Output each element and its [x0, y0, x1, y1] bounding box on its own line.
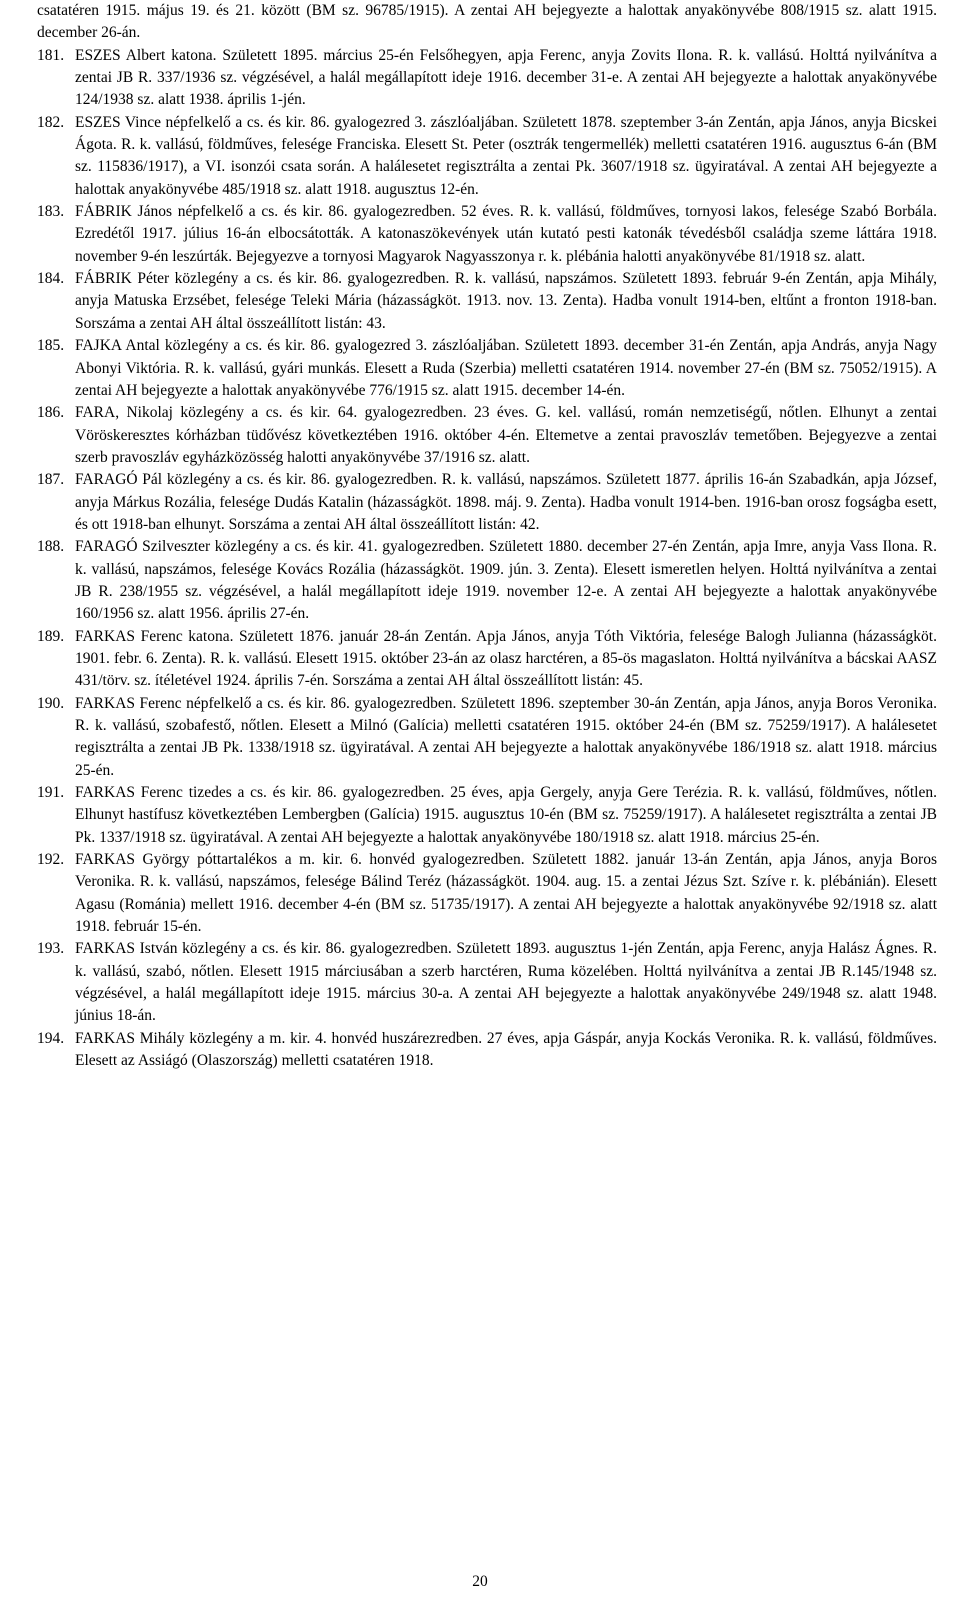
entry-text: ESZES Albert katona. Született 1895. március 25-én Felsőhegyen, apja Ferenc, anyja Zovits Ilona. R. k. vallású. Holttá nyilvánítva a zentai JB R. 337/1936 sz. végzésével, a halál megállapított ideje 1916. december 31-e. A zentai AH bejegyezte a halottak anyakönyvébe 124/1938 sz. alatt 1938. április 1-jén. — [75, 46, 937, 109]
entry-text: FARKAS György póttartalékos a m. kir. 6. honvéd gyalogezredben. Született 1882. január 13-án Zentán, apja János, anyja Boros Veronika. R. k. vallású, napszámos, felesége Bálind Teréz (házasságköt. 1904. aug. 15. a zentai Jézus Szt. Szíve r. k. plébánián). Elesett Agasu (Románia) mellett 1916. december 4-én (BM sz. 51735/1917). A zentai AH bejegyezte a halottak anyakönyvébe 92/1918 sz. alatt 1918. február 15-én. — [75, 851, 937, 936]
entry-number: 189. — [37, 627, 65, 645]
entry-number: 193. — [37, 940, 65, 958]
list-item — [37, 112, 937, 201]
list-item — [37, 45, 937, 112]
entry-text: FÁBRIK János népfelkelő a cs. és kir. 86. gyalogezredben. 52 éves. R. k. vallású, földműves, tornyosi lakos, felesége Szabó Borbála. Ezredétől 1917. július 16-án elbocsátották. A katonaszökevények után kutató pesti katonák tévedésből családja szeme láttára 1918. november 9-én leszúrták. Bejegyezve a tornyosi Magyarok Nagyasszonya r. k. plébánia halotti anyakönyvébe 81/1918 sz. alatt. — [75, 203, 937, 265]
list-item — [37, 402, 937, 469]
entry-text: FARKAS Ferenc tizedes a cs. és kir. 86. gyalogezredben. 25 éves, apja Gergely, anyja Gere Terézia. R. k. vallású, földműves, nőtlen. Elhunyt hastífusz következtében Lembergben (Galícia) 1915. augusztus 10-én (BM sz. 75259/1917). A halálesetet regisztrálta a zentai JB Pk. 1337/1918 sz. ügyiratával. A zentai AH bejegyezte a halottak anyakönyvébe 180/1918 sz. alatt 1918. március 25-én. — [75, 784, 937, 846]
list-item — [37, 626, 937, 693]
entry-text: FARKAS István közlegény a cs. és kir. 86. gyalogezredben. Született 1893. augusztus 1-jén Zentán, apja Ferenc, anyja Halász Ágnes. R. k. vallású, szabó, nőtlen. Elesett 1915 márciusában a szerb harctéren, Ruma közelében. Holttá nyilvánítva a zentai JB R.145/1948 sz. végzésével, a halál megállapított ideje 1915. március 30-a. A zentai AH bejegyezte a halottak anyakönyvébe 249/1948 sz. alatt 1948. június 18-án. — [75, 940, 937, 1025]
list-item — [37, 335, 937, 402]
list-item — [37, 849, 937, 938]
list-item — [37, 782, 937, 849]
document-page — [37, 0, 937, 1073]
entry-number: 186. — [37, 404, 65, 422]
page-number: 20 — [472, 1573, 488, 1590]
list-item — [37, 693, 937, 782]
entry-list — [37, 45, 937, 1073]
entry-text: FARKAS Mihály közlegény a m. kir. 4. honvéd huszárezredben. 27 éves, apja Gáspár, anyja Kockás Veronika. R. k. vallású, földműves. Elesett az Assiágó (Olaszország) melletti csatatéren 1918. — [75, 1029, 937, 1070]
entry-number: 194. — [37, 1029, 65, 1047]
list-item — [37, 938, 937, 1027]
entry-text: FÁBRIK Péter közlegény a cs. és kir. 86. gyalogezredben. R. k. vallású, napszámos. Született 1893. február 9-én Zentán, apja Mihály, anyja Matuska Erzsébet, felesége Teleki Mária (házasságköt. 1913. nov. 13. Zenta). Hadba vonult 1914-ben, eltűnt a fronton 1918-ban. Sorszáma a zentai AH által összeállított listán: 43. — [75, 270, 937, 332]
entry-text: FARKAS Ferenc katona. Született 1876. január 28-án Zentán. Apja János, anyja Tóth Viktória, felesége Balogh Julianna (házasságköt. 1901. febr. 6. Zenta). R. k. vallású. Elesett 1915. október 23-án az olasz harctéren, a 85-ös magaslaton. Holttá nyilvánítva a bácskai AASZ 431/törv. sz. ítéletével 1924. április 7-én. Sorszáma a zentai AH által összeállított listán: 45. — [75, 627, 937, 690]
entry-number: 181. — [37, 46, 65, 64]
entry-number: 190. — [37, 694, 65, 712]
entry-text: FARA, Nikolaj közlegény a cs. és kir. 64. gyalogezredben. 23 éves. G. kel. vallású, román nemzetiségű, nőtlen. Elhunyt a zentai Vöröskeresztes kórházban tüdővész következtében 1916. október 4-én. Eltemetve a zentai pravoszláv temetőben. Bejegyezve a zentai szerb pravoszláv egyházközösség halotti anyakönyvébe 37/1916 sz. alatt. — [75, 404, 937, 466]
list-item — [37, 268, 937, 335]
entry-text: FARAGÓ Szilveszter közlegény a cs. és kir. 41. gyalogezredben. Született 1880. december 27-én Zentán, apja Imre, anyja Vass Ilona. R. k. vallású, napszámos, felesége Kovács Rozália (házasságköt. 1909. jún. 3. Zenta). Elesett ismeretlen helyen. Holttá nyilvánítva a zentai JB R. 238/1955 sz. végzésével, a halál megállapított ideje 1919. november 12-e. A zentai AH bejegyezte a halottak anyakönyvébe 160/1956 sz. alatt 1956. április 27-én. — [75, 538, 937, 623]
list-item — [37, 1028, 937, 1073]
entry-text: ESZES Vince népfelkelő a cs. és kir. 86. gyalogezred 3. zászlóaljában. Született 1878. szeptember 3-án Zentán, apja János, anyja Bicskei Ágota. R. k. vallású, földműves, felesége Franciska. Elesett St. Peter (osztrák tengermellék) melletti csatatéren 1916. augusztus 6-án (BM sz. 115836/1917), a VI. isonzói csata során. A halálesetet regisztrálta a zentai Pk. 3607/1918 sz. ügyiratával. A zentai AH bejegyezte a halottak anyakönyvébe 485/1918 sz. alatt 1918. augusztus 12-én. — [75, 113, 937, 198]
entry-number: 185. — [37, 337, 65, 355]
entry-number: 184. — [37, 270, 65, 288]
entry-number: 182. — [37, 113, 65, 131]
entry-text: FARKAS Ferenc népfelkelő a cs. és kir. 86. gyalogezredben. Született 1896. szeptember 30-án Zentán, apja János, anyja Boros Veronika. R. k. vallású, szobafestő, nőtlen. Elesett a Milnó (Galícia) melletti csatatéren 1915. október 24-én (BM sz. 75259/1917). A halálesetet regisztrálta a zentai JB Pk. 1338/1918 sz. ügyiratával. A zentai AH bejegyezte a halottak anyakönyvébe 186/1918 sz. alatt 1918. március 25-én. — [75, 694, 937, 779]
list-item — [37, 201, 937, 268]
entry-text: FAJKA Antal közlegény a cs. és kir. 86. gyalogezred 3. zászlóaljában. Született 1893. december 31-én Zentán, apja András, anyja Nagy Abonyi Viktória. R. k. vallású, gyári munkás. Elesett a Ruda (Szerbia) melletti csatatéren 1914. november 27-én (BM sz. 75052/1915). A zentai AH bejegyezte a halottak anyakönyvébe 776/1915 sz. alatt 1915. december 14-én. — [75, 337, 937, 399]
entry-text: FARAGÓ Pál közlegény a cs. és kir. 86. gyalogezredben. R. k. vallású, napszámos. Született 1877. április 16-án Szabadkán, apja József, anyja Márkus Rozália, felesége Dudás Katalin (házasságköt. 1898. máj. 9. Zenta). Hadba vonult 1914-ben. 1916-ban orosz fogságba esett, és ott 1918-ban elhunyt. Sorszáma a zentai AH által összeállított listán: 42. — [75, 471, 937, 533]
entry-number: 188. — [37, 538, 65, 556]
list-item — [37, 469, 937, 536]
list-item — [37, 536, 937, 625]
entry-number: 187. — [37, 471, 65, 489]
entry-number: 191. — [37, 784, 65, 802]
entry-number: 192. — [37, 851, 65, 869]
continued-paragraph: csatatéren 1915. május 19. és 21. között (BM sz. 96785/1915). A zentai AH bejegyezte a halottak anyakönyvébe 808/1915 sz. alatt 1915. december 26-án. — [37, 2, 937, 42]
entry-number: 183. — [37, 203, 65, 221]
